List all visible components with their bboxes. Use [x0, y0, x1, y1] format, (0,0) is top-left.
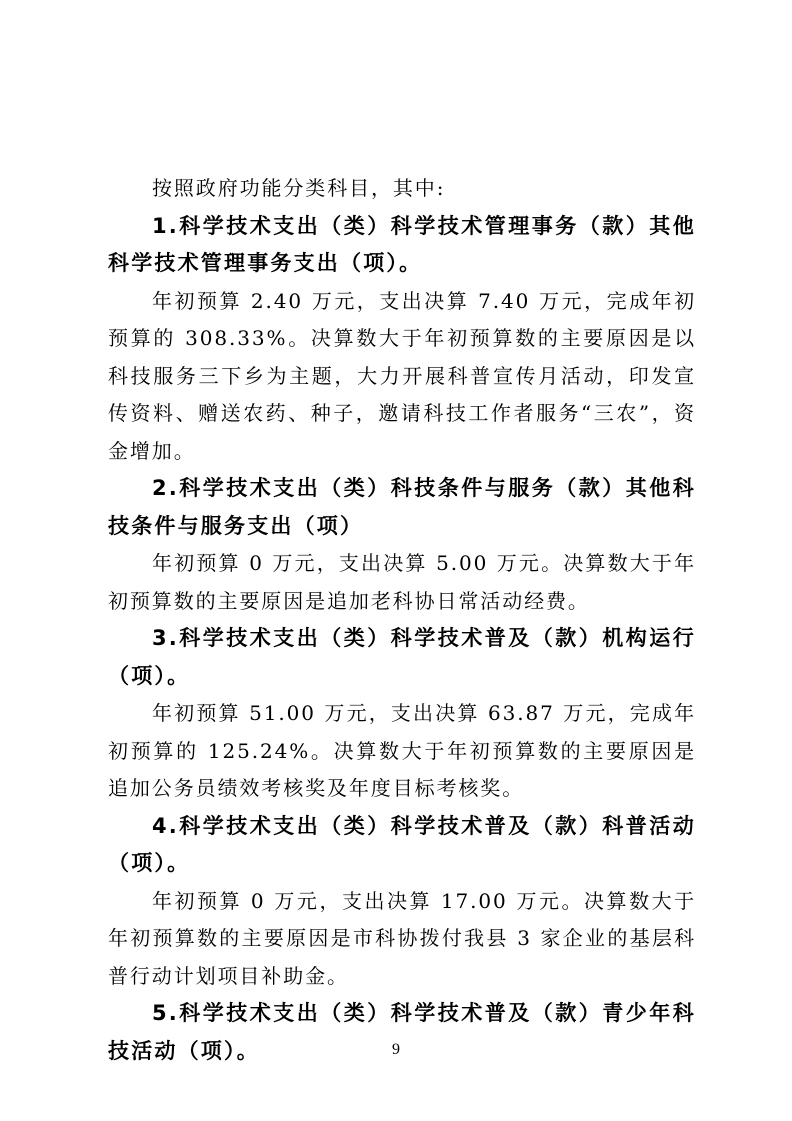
section-4-body: 年初预算 0 万元，支出决算 17.00 万元。决算数大于年初预算数的主要原因是市科协拨付我县 3 家企业的基层科普行动计划项目补助金。 [108, 888, 696, 988]
document-body [108, 170, 696, 1070]
section-2-body: 年初预算 0 万元，支出决算 5.00 万元。决算数大于年初预算数的主要原因是追加老科协日常活动经费。 [108, 551, 696, 613]
page-number: 9 [392, 1041, 400, 1058]
section-1-heading: 1.科学技术支出（类）科学技术管理事务（款）其他科学技术管理事务支出（项）。 [108, 213, 696, 275]
intro-paragraph: 按照政府功能分类科目，其中: [152, 176, 446, 200]
section-4-heading: 4.科学技术支出（类）科学技术普及（款）科普活动（项）。 [108, 813, 696, 875]
section-3-body: 年初预算 51.00 万元，支出决算 63.87 万元，完成年初预算的 125.24%。决算数大于年初预算数的主要原因是追加公务员绩效考核奖及年度目标考核奖。 [108, 701, 696, 800]
section-3-heading: 3.科学技术支出（类）科学技术普及（款）机构运行（项）。 [108, 626, 696, 688]
section-1-body: 年初预算 2.40 万元，支出决算 7.40 万元，完成年初预算的 308.33%。决算数大于年初预算数的主要原因是以科技服务三下乡为主题，大力开展科普宣传月活动，印发宣传资料、赠送农药、种子，邀请科技工作者服务“三农”，资金增加。 [108, 288, 696, 463]
section-5-heading: 5.科学技术支出（类）科学技术普及（款）青少年科技活动（项）。 [108, 1001, 696, 1063]
section-2-heading: 2.科学技术支出（类）科技条件与服务（款）其他科技条件与服务支出（项） [108, 476, 696, 538]
